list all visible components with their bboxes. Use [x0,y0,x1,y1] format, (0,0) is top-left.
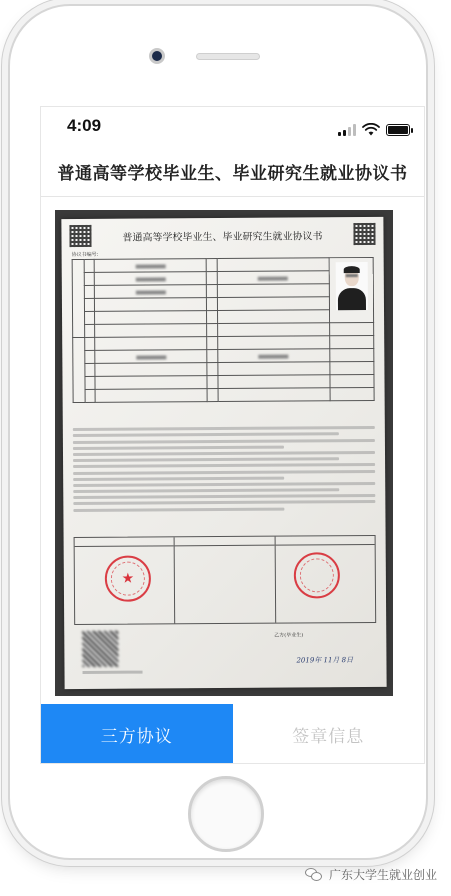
status-time: 4:09 [67,116,102,135]
tab-seal-info[interactable] [233,704,425,764]
wechat-icon [305,868,323,882]
handwritten-date: 2019年 11月 8日 [296,656,354,665]
cellular-signal-icon [338,124,356,136]
status-icons [338,120,410,136]
watermark-text: 广东大学生就业创业 [328,868,437,882]
page-title: 普通高等学校毕业生、毕业研究生就业协议书 [57,164,408,184]
home-button[interactable] [188,776,264,852]
document-title: 普通高等学校毕业生、毕业研究生就业协议书 [122,231,323,244]
phone-frame [8,4,428,860]
agreement-form-table [72,257,375,403]
wifi-icon [362,123,380,136]
front-camera [149,48,165,64]
agreement-document-photo[interactable] [55,210,393,696]
tab-label: 签章信息 [292,727,365,747]
party-b-label: 乙方(毕业生) [274,632,304,639]
bottom-tab-bar [41,704,424,764]
document-number-label: 协议书编号: [71,251,99,259]
tab-label: 三方协议 [100,727,173,747]
qr-code-icon [82,631,118,667]
party-a-signature-column [75,537,176,624]
status-bar [41,107,424,147]
signature-table [74,535,377,625]
agreement-terms-text [73,423,376,515]
university-seal [293,552,339,598]
document-paper [61,217,386,689]
phone-screen [40,106,425,764]
battery-icon [386,124,410,136]
battery-fill [388,126,408,134]
earpiece-speaker [196,53,260,60]
page-header [41,147,424,197]
department-signature-column [175,537,276,624]
school-signature-column [275,536,375,623]
document-footer-text [83,671,143,674]
watermark [305,866,437,883]
applicant-photo [336,262,368,310]
tab-three-party-agreement[interactable] [41,704,233,764]
employer-seal: ★ [105,556,151,602]
